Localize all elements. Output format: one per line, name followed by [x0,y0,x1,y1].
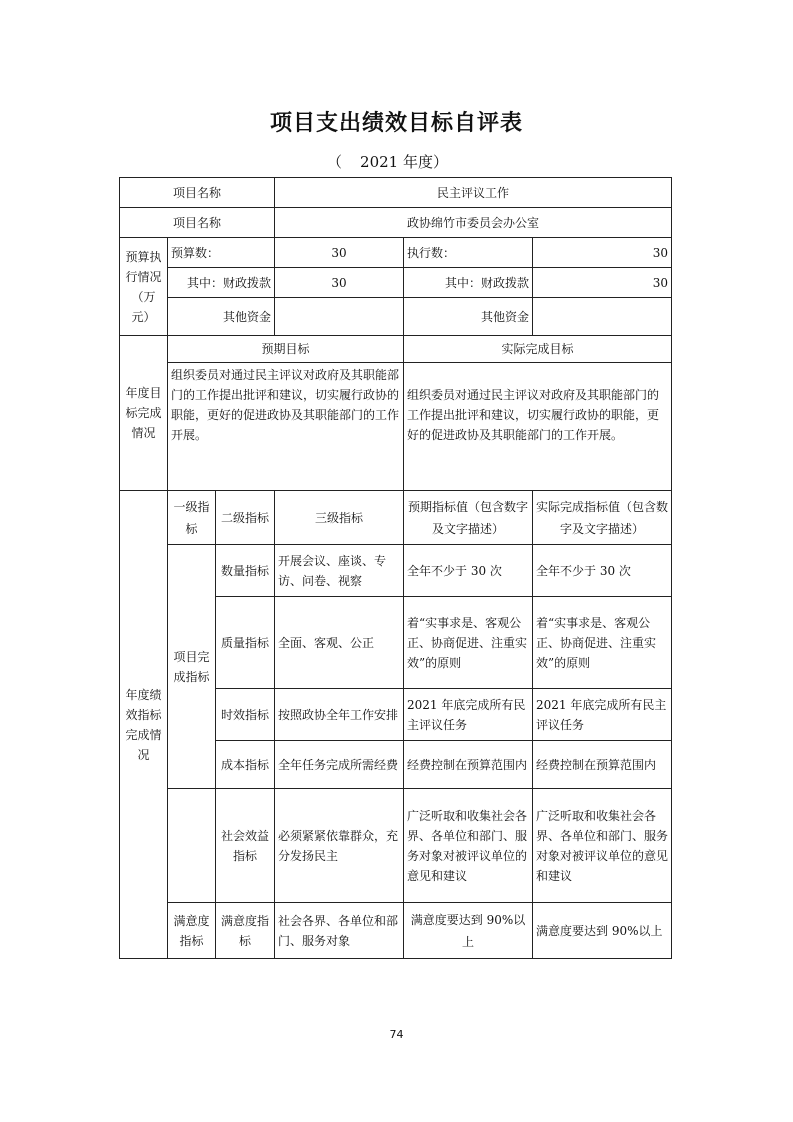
expected-value-header: 预期指标值（包含数字及文字描述） [404,491,533,545]
expected-goal-header: 预期目标 [168,336,404,363]
actual-value-cell: 经费控制在预算范围内 [533,741,672,789]
actual-value-cell: 着“实事求是、客观公正、协商促进、注重实效”的原则 [533,597,672,689]
other-funds-row [120,298,672,336]
expected-value-cell: 全年不少于 30 次 [404,545,533,597]
actual-value-cell: 广泛听取和收集社会各界、各单位和部门、服务对象对被评议单位的意见和建议 [533,789,672,903]
fiscal-label-exec: 其中：财政拨款 [404,268,533,298]
level3-cell: 社会各界、各单位和部门、服务对象 [275,903,404,959]
indicator-row [120,903,672,959]
level3-cell: 必须紧紧依靠群众，充分发扬民主 [275,789,404,903]
expected-goal-text: 组织委员对通过民主评议对政府及其职能部门的工作提出批评和建议，切实履行政协的职能，更好的促进政协及其职能部门的工作开展。 [168,363,404,491]
project-name-value: 民主评议工作 [275,178,672,208]
other-funds-label-budget: 其他资金 [168,298,275,336]
level2-cell: 质量指标 [216,597,275,689]
level3-cell: 全面、客观、公正 [275,597,404,689]
fiscal-label-budget: 其中：财政拨款 [168,268,275,298]
level3-cell: 按照政协全年工作安排 [275,689,404,741]
other-funds-value-exec [533,298,672,336]
expected-value-cell: 满意度要达到 90%以上 [404,903,533,959]
expected-value-cell: 广泛听取和收集社会各界、各单位和部门、服务对象对被评议单位的意见和建议 [404,789,533,903]
level2-cell: 满意度指标 [216,903,275,959]
annual-goal-content-row [120,363,672,491]
level2-cell: 社会效益指标 [216,789,275,903]
project-name-row [120,178,672,208]
actual-value-cell: 满意度要达到 90%以上 [533,903,672,959]
actual-value-cell: 2021 年底完成所有民主评议任务 [533,689,672,741]
level3-header: 三级指标 [275,491,404,545]
level3-cell: 全年任务完成所需经费 [275,741,404,789]
project-name-label: 项目名称 [120,178,275,208]
level1-header: 一级指标 [168,491,216,545]
level2-cell: 成本指标 [216,741,275,789]
budget-unit-row [120,208,672,238]
indicator-row [120,545,672,597]
actual-goal-header: 实际完成目标 [404,336,672,363]
budget-exec-label: 预算执行情况（万元） [120,238,168,336]
exec-amount-value: 30 [533,238,672,268]
expected-value-cell: 经费控制在预算范围内 [404,741,533,789]
budget-amount-value: 30 [275,238,404,268]
other-funds-label-exec: 其他资金 [404,298,533,336]
budget-unit-value: 政协绵竹市委员会办公室 [275,208,672,238]
year-open-paren: （ [327,153,343,171]
actual-value-header: 实际完成指标值（包含数字及文字描述） [533,491,672,545]
level2-cell: 时效指标 [216,689,275,741]
year-value: 2021 年度） [360,153,448,171]
actual-goal-text: 组织委员对通过民主评议对政府及其职能部门的工作提出批评和建议，切实履行政协的职能，更好的促进政协及其职能部门的工作开展。 [404,363,672,491]
page-number: 74 [389,1028,404,1041]
indicator-header-row [120,491,672,545]
expected-value-cell: 着“实事求是、客观公正、协商促进、注重实效”的原则 [404,597,533,689]
level2-cell: 数量指标 [216,545,275,597]
fiscal-value-budget: 30 [275,268,404,298]
budget-unit-label: 项目名称 [120,208,275,238]
year-line [0,151,793,172]
group-satisfaction: 满意度指标 [168,903,216,959]
expected-value-cell: 2021 年底完成所有民主评议任务 [404,689,533,741]
indicators-label: 年度绩效指标完成情况 [120,491,168,959]
group-social-benefit [168,789,216,903]
level2-header: 二级指标 [216,491,275,545]
budget-amount-label: 预算数： [168,238,275,268]
other-funds-value-budget [275,298,404,336]
performance-table [119,177,672,959]
exec-amount-label: 执行数： [404,238,533,268]
group-project-completion: 项目完成指标 [168,545,216,789]
fiscal-value-exec: 30 [533,268,672,298]
budget-row [120,238,672,268]
actual-value-cell: 全年不少于 30 次 [533,545,672,597]
level3-cell: 开展会议、座谈、专访、问卷、视察 [275,545,404,597]
annual-goal-header-row [120,336,672,363]
fiscal-row [120,268,672,298]
indicator-row [120,789,672,903]
annual-goal-label: 年度目标完成情况 [120,336,168,491]
document-title: 项目支出绩效目标自评表 [269,110,523,136]
